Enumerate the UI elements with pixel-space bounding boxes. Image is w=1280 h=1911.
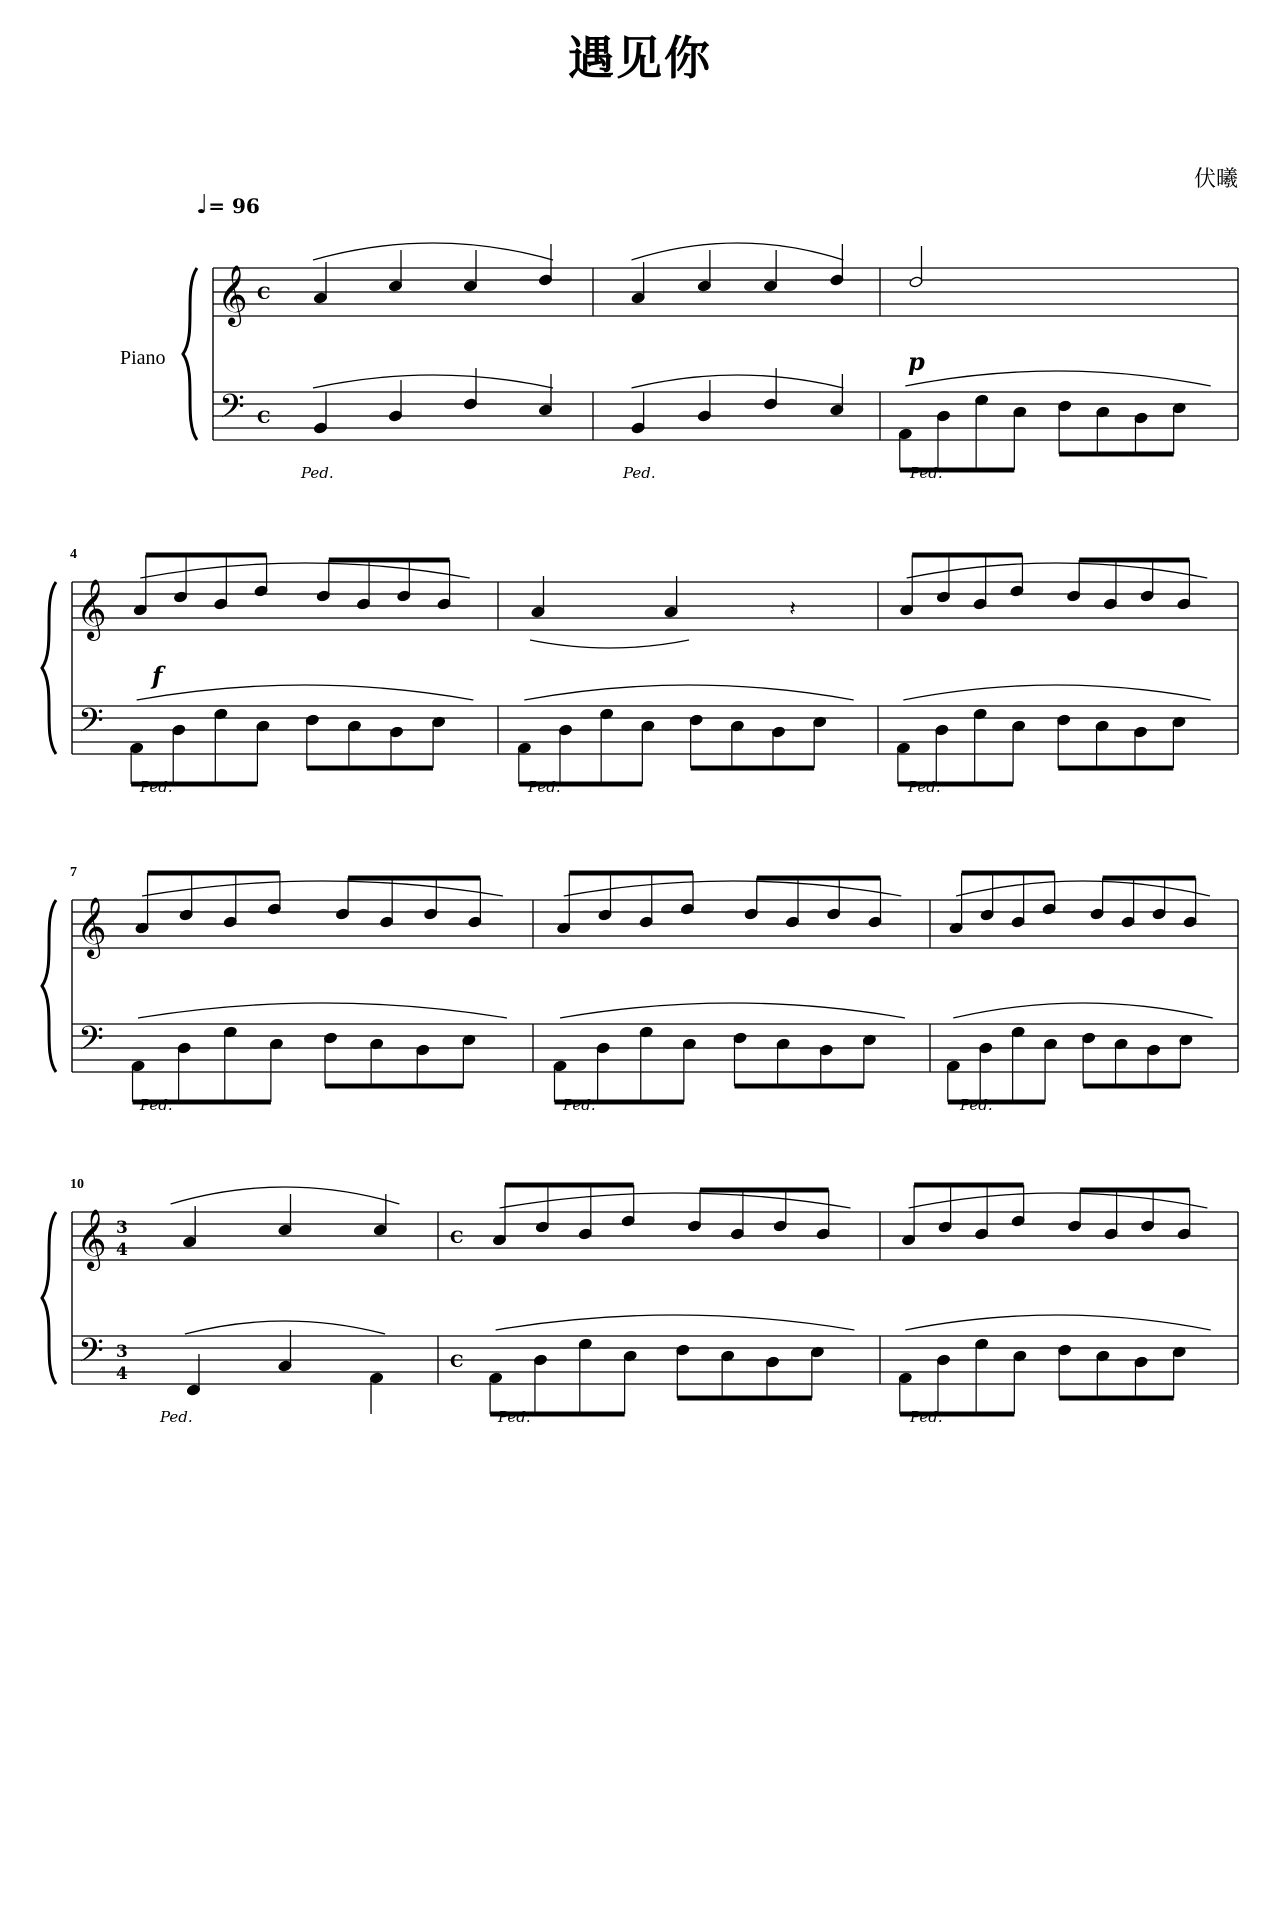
pedal-mark: Ped.: [910, 464, 943, 482]
pedal-mark: Ped.: [908, 778, 941, 796]
pedal-mark: Ped.: [140, 1096, 173, 1114]
slur: [137, 685, 474, 700]
treble-clef-icon: 𝄞: [217, 265, 248, 325]
slur: [313, 243, 553, 260]
score-title: 遇见你: [568, 31, 712, 85]
time-signature-common: C: [450, 1228, 464, 1248]
bass-clef-icon: 𝄢: [78, 1020, 104, 1066]
slur: [185, 1321, 385, 1334]
pedal-mark: Ped.: [498, 1408, 531, 1426]
measure-number: 4: [70, 547, 77, 562]
pedal-mark: Ped.: [910, 1408, 943, 1426]
time-signature-common: C: [257, 284, 271, 304]
staff-system: [42, 547, 1238, 796]
staff-system: [42, 1177, 1238, 1426]
slur: [632, 375, 844, 388]
treble-clef-icon: 𝄞: [76, 1209, 107, 1269]
slur: [500, 1193, 851, 1208]
brace-icon: [183, 268, 197, 440]
instrument-label: Piano: [120, 347, 166, 369]
slur: [905, 371, 1210, 386]
pedal-mark: Ped.: [160, 1408, 193, 1426]
slur: [138, 1003, 507, 1018]
pedal-mark: Ped.: [563, 1096, 596, 1114]
slur: [560, 1003, 905, 1018]
slur: [140, 563, 469, 578]
quarter-rest: 𝄽: [789, 597, 796, 622]
pedal-mark: Ped.: [623, 464, 656, 482]
treble-clef-icon: 𝄞: [76, 579, 107, 639]
slur: [564, 881, 902, 896]
dynamic-piano: p: [908, 347, 925, 376]
slur: [903, 685, 1210, 700]
time-signature-bottom: 4: [116, 1240, 128, 1260]
measure-number: 7: [70, 865, 77, 880]
slur: [171, 1187, 400, 1204]
slur: [524, 685, 853, 700]
slur: [632, 243, 844, 260]
quarter-note-icon: ♩: [196, 190, 209, 220]
staff-system: [183, 243, 1238, 482]
measure-number: 10: [70, 1177, 84, 1192]
dynamic-forte: f: [152, 661, 163, 690]
treble-clef-icon: 𝄞: [76, 897, 107, 957]
pedal-mark: Ped.: [301, 464, 334, 482]
slur: [909, 1193, 1208, 1208]
time-signature-common: C: [450, 1352, 464, 1372]
slur: [956, 881, 1210, 896]
pedal-mark: Ped.: [960, 1096, 993, 1114]
slur: [905, 1315, 1210, 1330]
pedal-mark: Ped.: [140, 778, 173, 796]
time-signature-common: C: [257, 408, 271, 428]
slur: [313, 375, 553, 388]
time-signature-bottom: 4: [116, 1364, 128, 1384]
brace-icon: [42, 1212, 56, 1384]
bass-clef-icon: 𝄢: [78, 1332, 104, 1378]
slur: [530, 640, 689, 648]
bass-clef-icon: 𝄢: [219, 388, 245, 434]
slur: [907, 563, 1208, 578]
bass-clef-icon: 𝄢: [78, 702, 104, 748]
slur: [953, 1003, 1212, 1018]
staff-system: [42, 865, 1238, 1114]
slur: [496, 1315, 855, 1330]
brace-icon: [42, 582, 56, 754]
time-signature-top: 3: [116, 1342, 128, 1362]
staff-systems: [42, 243, 1238, 1426]
composer-name: 伏曦: [1193, 167, 1238, 192]
time-signature-top: 3: [116, 1218, 128, 1238]
slur: [142, 881, 503, 896]
brace-icon: [42, 900, 56, 1072]
pedal-mark: Ped.: [528, 778, 561, 796]
tempo-value: = 96: [208, 194, 260, 218]
